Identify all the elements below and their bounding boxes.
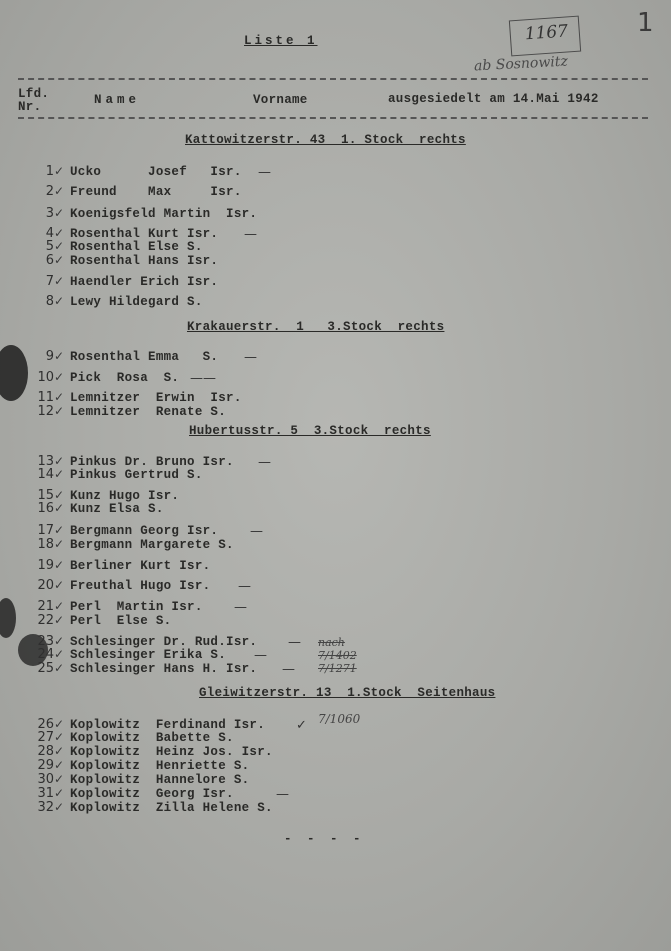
- row-number: 8: [45, 294, 54, 309]
- person-name: Koplowitz Henriette S.: [70, 759, 250, 773]
- dash-mark-icon: —: [244, 227, 257, 242]
- section-address: Hubertusstr. 5 3.Stock rechts: [189, 424, 431, 438]
- row-number: 20: [37, 578, 54, 593]
- person-name: Haendler Erich Isr.: [70, 275, 219, 289]
- row-number: 16: [37, 501, 54, 516]
- checkmark-icon: ✓: [54, 634, 65, 648]
- person-name: Rosenthal Emma S.: [70, 350, 219, 364]
- row-number: 7: [45, 274, 54, 289]
- person-name: Koplowitz Hannelore S.: [70, 773, 250, 787]
- checkmark-icon: ✓: [54, 717, 65, 731]
- col-deported-header: ausgesiedelt am 14.Mai 1942: [388, 92, 599, 106]
- person-name: Rosenthal Else S.: [70, 240, 203, 254]
- header-rule-top: [18, 78, 648, 80]
- end-mark: - - - -: [284, 832, 365, 846]
- section-address: Gleiwitzerstr. 13 1.Stock Seitenhaus: [199, 686, 496, 700]
- person-name: Koplowitz Babette S.: [70, 731, 234, 745]
- dash-mark-icon: —: [288, 635, 301, 650]
- page-number: 1: [637, 8, 654, 38]
- dash-mark-icon: —: [254, 648, 267, 663]
- checkmark-icon: ✓: [54, 454, 65, 468]
- checkmark-icon: ✓: [54, 226, 65, 240]
- person-name: Koplowitz Ferdinand Isr.: [70, 718, 266, 732]
- checkmark-icon: ✓: [54, 537, 65, 551]
- person-name: Lewy Hildegard S.: [70, 295, 203, 309]
- row-number: 13: [37, 454, 54, 469]
- row-number: 1: [45, 164, 54, 179]
- person-name: Ucko Josef Isr.: [70, 165, 242, 179]
- checkmark-icon: ✓: [54, 800, 65, 814]
- checkmark-icon: ✓: [54, 647, 65, 661]
- row-number: 24: [37, 647, 54, 662]
- checkmark-icon: ✓: [54, 253, 65, 267]
- col-number-header: Lfd. Nr.: [18, 87, 50, 114]
- archive-stamp: [509, 16, 581, 57]
- checkmark-icon: ✓: [54, 578, 65, 592]
- row-number: 14: [37, 467, 54, 482]
- person-name: Freund Max Isr.: [70, 185, 242, 199]
- row-number: 22: [37, 613, 54, 628]
- checkmark-icon: ✓: [54, 744, 65, 758]
- row-number: 30: [37, 772, 54, 787]
- checkmark-icon: ✓: [54, 390, 65, 404]
- row-number: 18: [37, 537, 54, 552]
- row-number: 23: [37, 634, 54, 649]
- row-number: 26: [37, 717, 54, 732]
- row-number: 15: [37, 488, 54, 503]
- checkmark-icon: ✓: [54, 274, 65, 288]
- dash-mark-icon: —: [234, 600, 247, 615]
- checkmark-icon: ✓: [54, 558, 65, 572]
- person-name: Rosenthal Kurt Isr.: [70, 227, 219, 241]
- row-number: 17: [37, 523, 54, 538]
- row-number: 3: [45, 206, 54, 221]
- row-number: 2: [45, 184, 54, 199]
- checkmark-icon: ✓: [54, 370, 65, 384]
- checkmark-icon: ✓: [54, 404, 65, 418]
- ink-smudge: [0, 598, 16, 638]
- person-name: Koplowitz Zilla Helene S.: [70, 801, 273, 815]
- dash-mark-icon: —: [276, 787, 289, 802]
- row-number: 31: [37, 786, 54, 801]
- row-number: 21: [37, 599, 54, 614]
- person-name: Pinkus Dr. Bruno Isr.: [70, 455, 234, 469]
- checkmark-icon: ✓: [54, 488, 65, 502]
- person-name: Freuthal Hugo Isr.: [70, 579, 211, 593]
- dash-mark-icon: —: [258, 165, 271, 180]
- checkmark-icon: ✓: [54, 467, 65, 481]
- person-name: Perl Else S.: [70, 614, 172, 628]
- checkmark-icon: ✓: [54, 730, 65, 744]
- handwritten-note: nach 7/1402 7/1271: [318, 636, 357, 675]
- person-name: Bergmann Margarete S.: [70, 538, 234, 552]
- checkmark-icon: ✓: [54, 758, 65, 772]
- checkmark-icon: ✓: [54, 184, 65, 198]
- person-name: Pick Rosa S.: [70, 371, 180, 385]
- person-name: Schlesinger Dr. Rud.Isr.: [70, 635, 258, 649]
- dash-mark-icon: ——: [190, 371, 216, 386]
- checkmark-icon: ✓: [54, 772, 65, 786]
- header-rule-bottom: [18, 117, 648, 119]
- person-name: Lemnitzer Renate S.: [70, 405, 227, 419]
- dash-mark-icon: —: [238, 579, 251, 594]
- dash-mark-icon: —: [258, 455, 271, 470]
- col-firstname-header: Vorname: [253, 93, 308, 107]
- handwritten-note: 7/1060: [318, 712, 361, 726]
- checkmark-icon: ✓: [54, 349, 65, 363]
- row-number: 19: [37, 558, 54, 573]
- checkmark-icon: ✓: [54, 786, 65, 800]
- person-name: Perl Martin Isr.: [70, 600, 203, 614]
- checkmark-icon: ✓: [54, 523, 65, 537]
- row-number: 11: [37, 390, 54, 405]
- dash-mark-icon: —: [282, 662, 295, 677]
- checkmark-icon: ✓: [54, 501, 65, 515]
- person-name: Schlesinger Hans H. Isr.: [70, 662, 258, 676]
- dash-mark-icon: —: [244, 350, 257, 365]
- row-number: 4: [45, 226, 54, 241]
- person-name: Kunz Hugo Isr.: [70, 489, 180, 503]
- checkmark-icon: ✓: [54, 164, 65, 178]
- person-name: Koplowitz Heinz Jos. Isr.: [70, 745, 273, 759]
- person-name: Rosenthal Hans Isr.: [70, 254, 219, 268]
- row-number: 27: [37, 730, 54, 745]
- person-name: Pinkus Gertrud S.: [70, 468, 203, 482]
- handwritten-city: ab Sosnowitz: [473, 53, 569, 75]
- row-number: 29: [37, 758, 54, 773]
- person-name: Schlesinger Erika S.: [70, 648, 227, 662]
- col-name-header: Name: [94, 93, 141, 107]
- section-address: Krakauerstr. 1 3.Stock rechts: [187, 320, 445, 334]
- row-number: 32: [37, 800, 54, 815]
- archive-number: 1167: [524, 21, 569, 45]
- checkmark-icon: ✓: [54, 613, 65, 627]
- checkmark-icon: ✓: [54, 239, 65, 253]
- person-name: Kunz Elsa S.: [70, 502, 164, 516]
- row-number: 9: [45, 349, 54, 364]
- checkmark-icon: ✓: [54, 206, 65, 220]
- section-address: Kattowitzerstr. 43 1. Stock rechts: [185, 133, 466, 147]
- row-number: 28: [37, 744, 54, 759]
- row-number: 25: [37, 661, 54, 676]
- row-number: 10: [37, 370, 54, 385]
- person-name: Bergmann Georg Isr.: [70, 524, 219, 538]
- person-name: Koplowitz Georg Isr.: [70, 787, 234, 801]
- checkmark-icon: ✓: [54, 294, 65, 308]
- checkmark-icon: ✓: [54, 599, 65, 613]
- person-name: Lemnitzer Erwin Isr.: [70, 391, 242, 405]
- row-number: 12: [37, 404, 54, 419]
- row-number: 5: [45, 239, 54, 254]
- person-name: Berliner Kurt Isr.: [70, 559, 211, 573]
- dash-mark-icon: —: [250, 524, 263, 539]
- list-title: Liste 1: [244, 34, 318, 48]
- checkmark-icon: ✓: [54, 661, 65, 675]
- row-number: 6: [45, 253, 54, 268]
- person-name: Koenigsfeld Martin Isr.: [70, 207, 258, 221]
- checkmark-icon: ✓: [296, 718, 307, 733]
